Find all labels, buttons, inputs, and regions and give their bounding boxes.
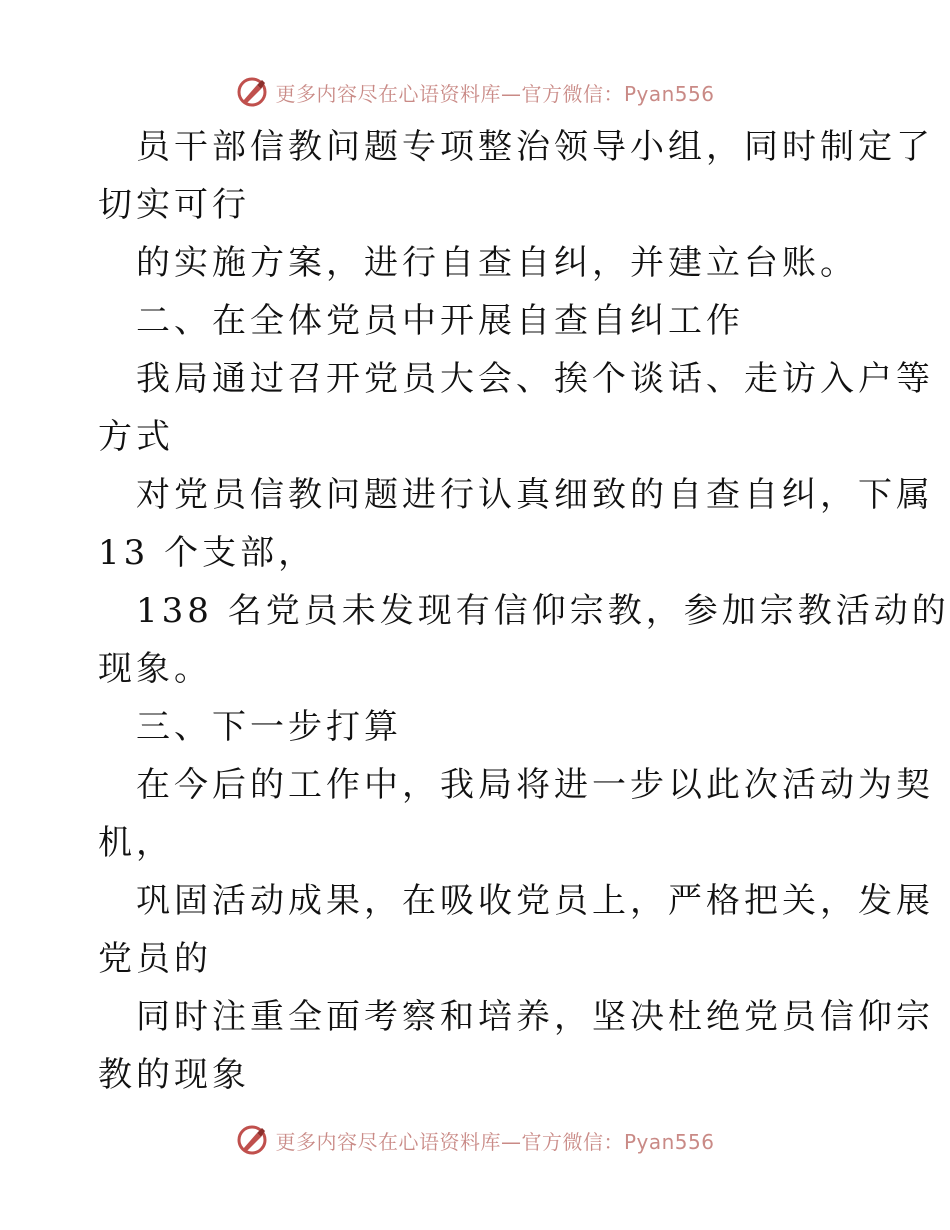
body-line: 对党员信教问题进行认真细致的自查自纠，下属 xyxy=(136,475,934,515)
body-line: 党员的 xyxy=(98,939,212,979)
document-body xyxy=(98,118,950,1104)
footer-banner xyxy=(0,1118,950,1162)
body-line: 现象。 xyxy=(98,649,212,689)
pen-logo-icon xyxy=(235,1123,269,1157)
section-heading: 三、下一步打算 xyxy=(136,707,402,747)
header-banner xyxy=(0,70,950,114)
body-line: 138 名党员未发现有信仰宗教，参加宗教活动的 xyxy=(136,591,950,631)
body-line: 13 个支部， xyxy=(98,533,317,573)
pen-logo-icon xyxy=(235,75,269,109)
body-line: 教的现象 xyxy=(98,1055,250,1095)
body-line: 的实施方案，进行自查自纠，并建立台账。 xyxy=(136,243,858,283)
body-line: 方式 xyxy=(98,417,174,457)
body-line: 同时注重全面考察和培养，坚决杜绝党员信仰宗 xyxy=(136,997,934,1037)
body-line: 在今后的工作中，我局将进一步以此次活动为契 xyxy=(136,765,934,805)
body-line: 切实可行 xyxy=(98,185,250,225)
body-line: 机， xyxy=(98,823,174,863)
section-heading: 二、在全体党员中开展自查自纠工作 xyxy=(136,301,744,341)
body-line: 巩固活动成果，在吸收党员上，严格把关，发展 xyxy=(136,881,934,921)
body-line: 我局通过召开党员大会、挨个谈话、走访入户等 xyxy=(136,359,934,399)
header-banner-text: 更多内容尽在心语资料库—官方微信：Pyan556 xyxy=(275,81,715,106)
footer-banner-text: 更多内容尽在心语资料库—官方微信：Pyan556 xyxy=(275,1129,715,1154)
body-line: 员干部信教问题专项整治领导小组，同时制定了 xyxy=(136,127,934,167)
